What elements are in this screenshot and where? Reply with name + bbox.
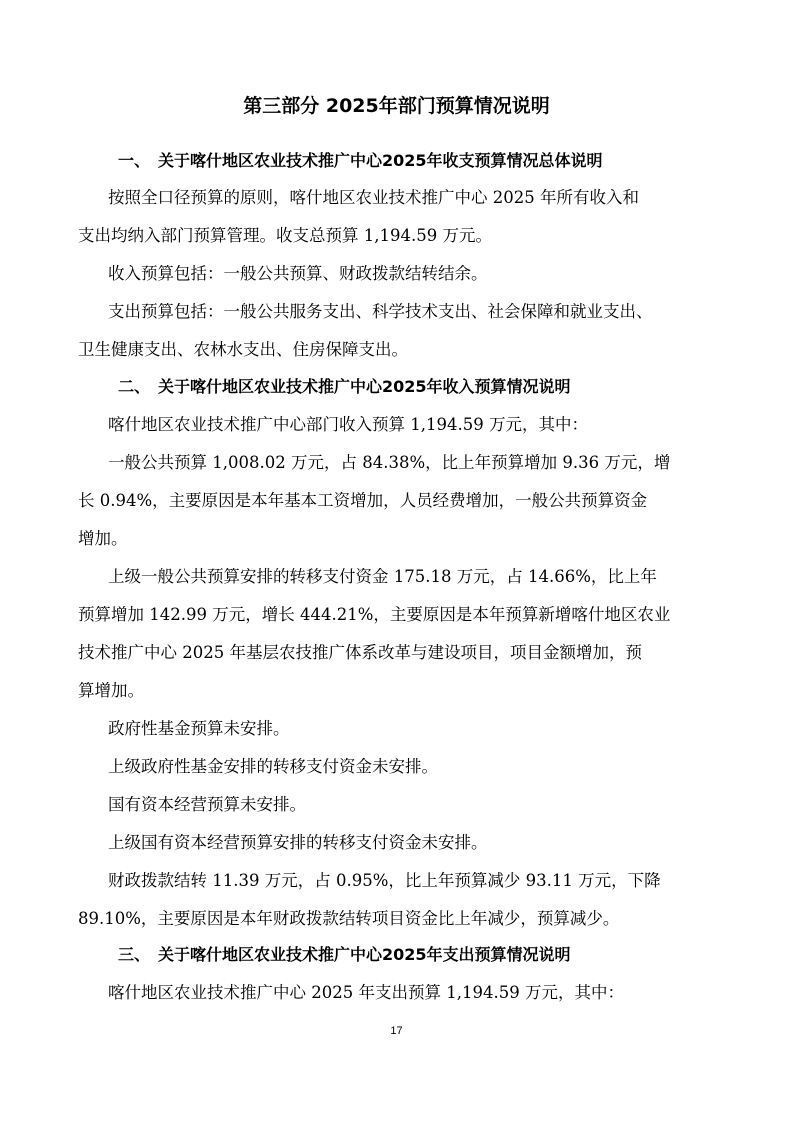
paragraph-line: 国有资本经营预算未安排。 (108, 795, 306, 814)
paragraph-line: 上级国有资本经营预算安排的转移支付资金未安排。 (108, 833, 488, 852)
page-title: 第三部分 2025年部门预算情况说明 (243, 95, 550, 117)
paragraph-line: 增加。 (78, 529, 128, 548)
paragraph-line: 卫生健康支出、农林水支出、住房保障支出。 (78, 340, 408, 359)
paragraph-line: 财政拨款结转 11.39 万元，占 0.95%，比上年预算减少 93.11 万元，下降 (108, 871, 661, 890)
paragraph-line: 上级一般公共预算安排的转移支付资金 175.18 万元，占 14.66%，比上年 (108, 567, 657, 586)
section-heading-2 (118, 375, 571, 399)
paragraph-line: 技术推广中心 2025 年基层农技推广体系改革与建设项目，项目金额增加，预 (78, 643, 642, 662)
paragraph-line: 算增加。 (78, 681, 144, 700)
section-heading-1 (118, 149, 603, 173)
paragraph-line: 政府性基金预算未安排。 (108, 719, 290, 738)
paragraph-line: 长 0.94%，主要原因是本年基本工资增加，人员经费增加，一般公共预算资金 (78, 491, 648, 510)
section-heading-3 (118, 943, 571, 967)
section-number: 一、 (118, 151, 151, 170)
paragraph-line: 按照全口径预算的原则，喀什地区农业技术推广中心 2025 年所有收入和 (108, 188, 639, 207)
paragraph-line: 支出均纳入部门预算管理。收支总预算 1,194.59 万元。 (78, 226, 492, 245)
section-heading-text: 关于喀什地区农业技术推广中心2025年收入预算情况说明 (158, 377, 571, 396)
paragraph-line: 预算增加 142.99 万元，增长 444.21%，主要原因是本年预算新增喀什地区农业 (78, 605, 671, 624)
paragraph-line: 喀什地区农业技术推广中心 2025 年支出预算 1,194.59 万元，其中： (108, 983, 624, 1002)
paragraph-line: 上级政府性基金安排的转移支付资金未安排。 (108, 757, 438, 776)
section-number: 三、 (118, 945, 151, 964)
paragraph-line: 一般公共预算 1,008.02 万元，占 84.38%，比上年预算增加 9.36 万元，增 (108, 453, 671, 472)
paragraph-line: 89.10%，主要原因是本年财政拨款结转项目资金比上年减少，预算减少。 (78, 909, 620, 928)
page-number: 17 (390, 1025, 403, 1037)
paragraph-line: 支出预算包括：一般公共服务支出、科学技术支出、社会保障和就业支出、 (108, 302, 653, 321)
section-heading-text: 关于喀什地区农业技术推广中心2025年收支预算情况总体说明 (158, 151, 603, 170)
section-heading-text: 关于喀什地区农业技术推广中心2025年支出预算情况说明 (158, 945, 571, 964)
paragraph-line: 喀什地区农业技术推广中心部门收入预算 1,194.59 万元，其中： (108, 415, 588, 434)
paragraph-line: 收入预算包括：一般公共预算、财政拨款结转结余。 (108, 264, 488, 283)
section-number: 二、 (118, 377, 151, 396)
